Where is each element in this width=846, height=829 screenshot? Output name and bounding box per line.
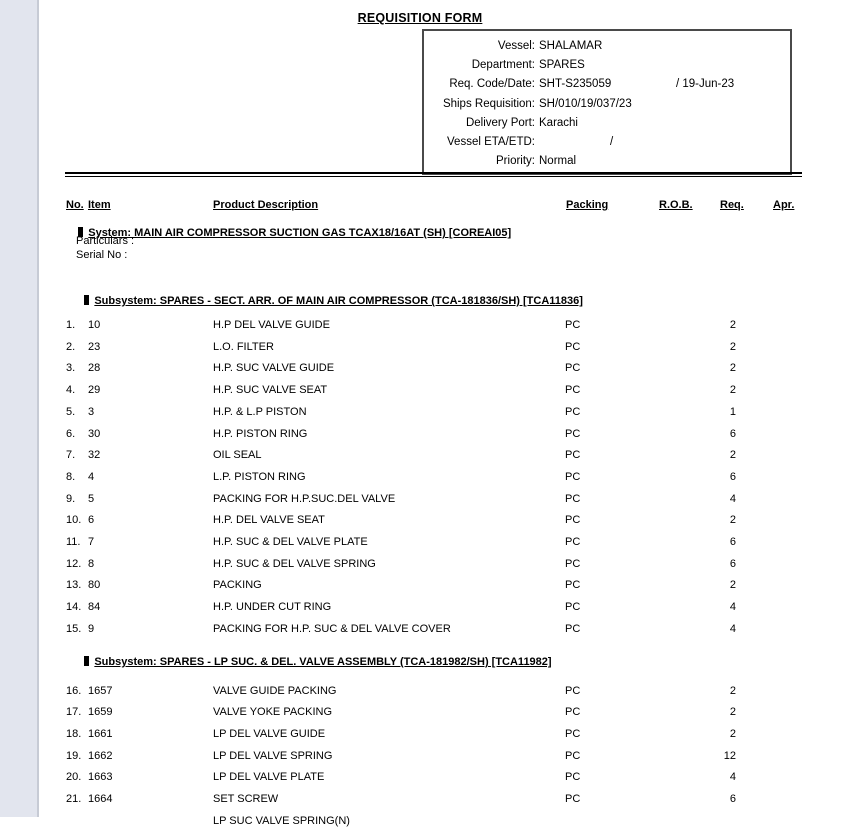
cell-no: 8. [66, 470, 76, 483]
cell-item: 29 [88, 384, 101, 397]
column-header-req: Req. [720, 199, 744, 211]
table-row [0, 558, 846, 572]
particulars-label: Particulars : [76, 235, 135, 247]
cell-req: 2 [729, 340, 736, 353]
table-row [0, 771, 846, 785]
info-label: Delivery Port: [465, 116, 535, 129]
cell-description: PACKING FOR H.P.SUC.DEL VALVE [213, 492, 396, 505]
cell-description: H.P. SUC VALVE GUIDE [213, 362, 335, 375]
cell-description: OIL SEAL [213, 449, 262, 462]
info-row [424, 75, 790, 94]
cell-no: 20. [66, 771, 82, 784]
info-value [539, 37, 602, 56]
system-heading-text: System: MAIN AIR COMPRESSOR SUCTION GAS TCAX18/16AT (SH) [COREAI05] [88, 227, 512, 239]
info-value [539, 152, 576, 171]
table-row [0, 362, 846, 376]
cell-req: 6 [729, 536, 736, 548]
cell-description: PACKING FOR H.P. SUC & DEL VALVE COVER [213, 622, 451, 635]
table-row-clipped [0, 815, 846, 829]
cell-item: 4 [88, 470, 95, 483]
cell-item: 5 [88, 492, 95, 505]
cell-req: 4 [729, 622, 736, 635]
info-label: Vessel ETA/ETD: [447, 135, 535, 148]
info-value-main: SHT-S235059 [539, 78, 612, 91]
cell-no: 3. [66, 362, 76, 375]
cell-packing: PC [565, 601, 581, 614]
cell-packing: PC [565, 579, 581, 592]
cell-description: H.P. & L.P PISTON [213, 405, 307, 418]
cell-packing: PC [565, 384, 581, 397]
cell-req: 6 [729, 427, 736, 440]
info-label: Req. Code/Date: [449, 78, 535, 91]
cell-description: LP DEL VALVE PLATE [213, 771, 325, 784]
cell-item: 7 [88, 536, 95, 548]
square-bullet-icon [84, 656, 89, 666]
cell-req: 6 [729, 470, 736, 483]
cell-req: 2 [729, 362, 736, 375]
column-header-description: Product Description [213, 199, 319, 211]
cell-packing: PC [565, 749, 581, 762]
cell-req: 6 [729, 793, 736, 805]
cell-item: 6 [88, 514, 95, 527]
cell-no: 15. [66, 622, 82, 635]
cell-packing: PC [565, 557, 581, 570]
cell-req: 2 [729, 514, 736, 527]
cell-item: 32 [88, 449, 101, 462]
table-row [0, 514, 846, 528]
info-value-main: SPARES [539, 59, 585, 72]
cell-packing: PC [565, 684, 581, 697]
cell-no: 19. [66, 749, 82, 762]
cell-item: 28 [88, 362, 101, 375]
cell-req: 2 [729, 579, 736, 592]
cell-packing: PC [565, 340, 581, 353]
cell-no: 2. [66, 340, 76, 353]
cell-packing: PC [565, 319, 581, 331]
table-row [0, 406, 846, 420]
cell-description: L.O. FILTER [213, 340, 274, 353]
subsystem-heading [66, 644, 552, 680]
cell-packing: PC [565, 771, 581, 784]
table-row [0, 706, 846, 720]
cell-no: 6. [66, 427, 76, 440]
cell-item: 1661 [88, 727, 113, 740]
table-row [0, 319, 846, 333]
info-value-main: SHALAMAR [539, 40, 603, 52]
table-row [0, 471, 846, 485]
cell-description: LP DEL VALVE GUIDE [213, 727, 326, 740]
cell-packing: PC [565, 622, 581, 635]
cell-no: 10. [66, 514, 82, 527]
cell-no: 16. [66, 684, 82, 697]
cell-item: 30 [88, 427, 101, 440]
table-row [0, 685, 846, 699]
subsystem-heading-text: Subsystem: SPARES - SECT. ARR. OF MAIN AIR COMPRESSOR (TCA-181836/SH) [TCA11836] [94, 295, 583, 307]
cell-req: 2 [729, 727, 736, 740]
cell-no: 5. [66, 405, 76, 418]
info-row [424, 133, 790, 152]
cell-packing: PC [565, 470, 581, 483]
cell-packing: PC [565, 362, 581, 375]
column-header-rob: R.O.B. [659, 199, 693, 211]
cell-no: 21. [66, 793, 82, 805]
info-value-main: Normal [539, 155, 577, 168]
info-label: Department: [471, 59, 535, 72]
table-row [0, 384, 846, 398]
info-value [539, 133, 613, 152]
square-bullet-icon [84, 295, 89, 305]
cell-packing: PC [565, 427, 581, 440]
cell-no: 4. [66, 384, 76, 397]
cell-description: PACKING [213, 579, 262, 592]
column-header-no: No. [66, 199, 84, 211]
info-row [424, 37, 790, 56]
cell-packing: PC [565, 727, 581, 740]
cell-item: 80 [88, 579, 101, 592]
info-value [539, 75, 734, 94]
cell-item: 8 [88, 557, 95, 570]
subsystem-heading [66, 283, 583, 319]
info-value-main: SH/010/19/037/23 [539, 97, 632, 110]
cell-req: 6 [729, 557, 736, 570]
cell-req: 4 [729, 601, 736, 614]
cell-item: 1663 [88, 771, 113, 784]
info-value [539, 56, 585, 75]
info-label: Priority: [496, 155, 535, 168]
cell-item: 1664 [88, 793, 113, 805]
table-row [0, 623, 846, 637]
cell-packing: PC [565, 793, 581, 805]
cell-req: 4 [729, 492, 736, 505]
cell-description: VALVE GUIDE PACKING [213, 684, 337, 697]
page-title: REQUISITION FORM [357, 11, 483, 25]
table-row [0, 428, 846, 442]
info-row [424, 56, 790, 75]
cell-no: 9. [66, 492, 76, 505]
table-row [0, 750, 846, 764]
cell-item: 1659 [88, 706, 113, 719]
cell-item: 84 [88, 601, 101, 614]
cell-req: 4 [729, 771, 736, 784]
info-row [424, 114, 790, 133]
info-label: Ships Requisition: [442, 97, 535, 110]
cell-packing: PC [565, 492, 581, 505]
cell-req: 2 [729, 449, 736, 462]
subsystem-heading-text: Subsystem: SPARES - LP SUC. & DEL. VALVE ASSEMBLY (TCA-181982/SH) [TCA11982] [94, 656, 552, 668]
cell-item: 1657 [88, 684, 113, 697]
cell-no: 18. [66, 727, 82, 740]
info-value-main: Karachi [539, 116, 578, 129]
cell-no: 13. [66, 579, 82, 592]
cell-req: 12 [723, 749, 736, 762]
info-value [539, 95, 632, 114]
cell-description: H.P. SUC & DEL VALVE PLATE [213, 536, 368, 548]
cell-no: 7. [66, 449, 76, 462]
info-value-extra: / 19-Jun-23 [676, 78, 735, 91]
cell-item: 10 [88, 319, 101, 331]
cell-req: 2 [729, 319, 736, 331]
cell-description: H.P. SUC & DEL VALVE SPRING [213, 557, 376, 570]
info-value [539, 114, 578, 133]
cell-req: 2 [729, 706, 736, 719]
cell-packing: PC [565, 449, 581, 462]
info-row [424, 95, 790, 114]
cell-no: 1. [66, 319, 76, 331]
cell-req: 1 [729, 405, 736, 418]
cell-req: 2 [729, 384, 736, 397]
cell-description: H.P DEL VALVE GUIDE [213, 319, 330, 331]
table-row [0, 579, 846, 593]
info-row [424, 152, 790, 171]
cell-req: 2 [729, 684, 736, 697]
table-row [0, 728, 846, 742]
cell-description: H.P. SUC VALVE SEAT [213, 384, 328, 397]
column-header-item: Item [88, 199, 111, 211]
cell-no: 11. [66, 536, 81, 548]
cell-no: 12. [66, 557, 82, 570]
table-row [0, 793, 846, 807]
header-divider-rule [65, 172, 802, 177]
cell-item: 3 [88, 405, 95, 418]
cell-item: 23 [88, 340, 101, 353]
cell-description: H.P. UNDER CUT RING [213, 601, 332, 614]
cell-no: 17. [66, 706, 82, 719]
cell-item: 9 [88, 622, 95, 635]
info-label: Vessel: [497, 40, 535, 52]
cell-description: VALVE YOKE PACKING [213, 706, 333, 719]
cell-description: SET SCREW [213, 793, 279, 805]
serial-no-label: Serial No : [76, 249, 128, 261]
cell-item: 1662 [88, 749, 113, 762]
column-header-packing: Packing [566, 199, 609, 211]
cell-no: 14. [66, 601, 82, 614]
cell-packing: PC [565, 514, 581, 527]
table-row [0, 341, 846, 355]
table-row [0, 449, 846, 463]
info-value-extra: / [610, 135, 614, 148]
cell-packing: PC [565, 405, 581, 418]
table-row [0, 536, 846, 550]
table-row [0, 493, 846, 507]
cell-description: LP SUC VALVE SPRING(N) [213, 815, 350, 827]
cell-description: H.P. PISTON RING [213, 427, 308, 440]
info-box [422, 29, 792, 175]
cell-description: L.P. PISTON RING [213, 470, 306, 483]
cell-description: LP DEL VALVE SPRING [213, 749, 333, 762]
cell-description: H.P. DEL VALVE SEAT [213, 514, 325, 527]
column-header-apr: Apr. [773, 199, 795, 211]
table-row [0, 601, 846, 615]
cell-packing: PC [565, 536, 581, 548]
cell-packing: PC [565, 706, 581, 719]
